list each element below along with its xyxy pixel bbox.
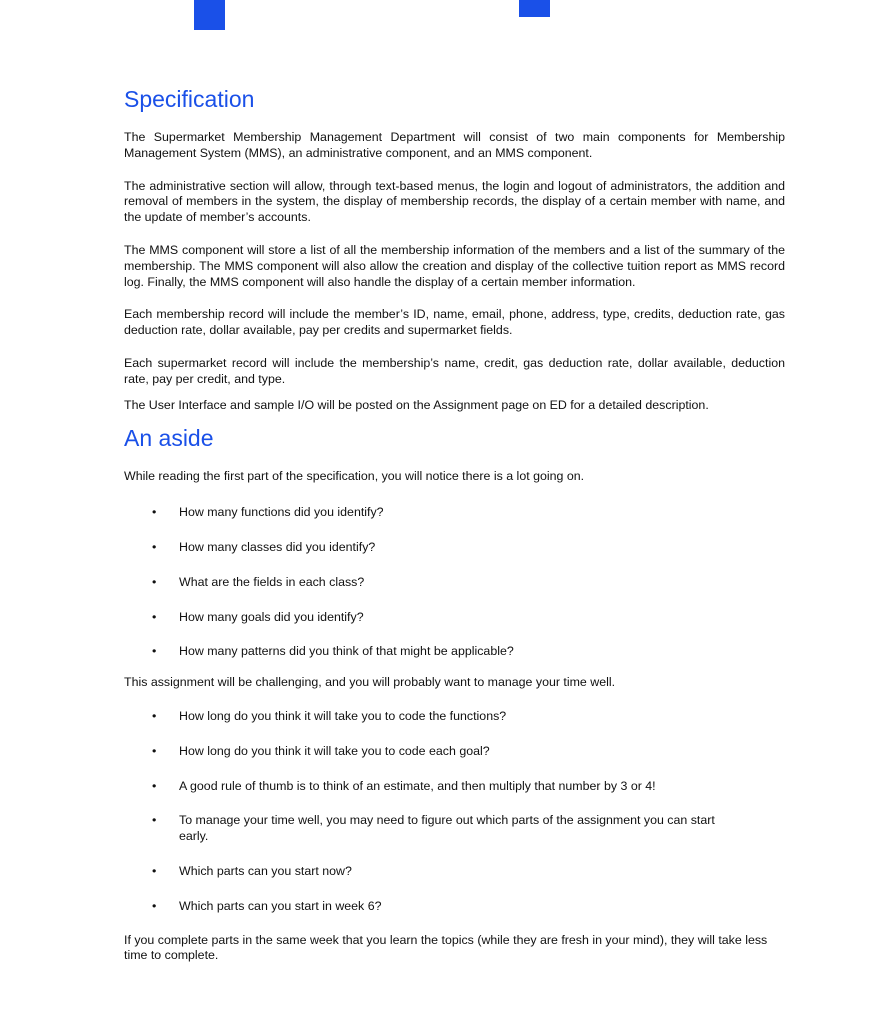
bullet-icon: • [152, 574, 157, 589]
list-item: • How long do you think it will take you to code each goal? [152, 743, 490, 758]
header-accent-block-right [519, 0, 550, 17]
bullet-icon: • [152, 609, 157, 624]
spec-paragraph-1: The Supermarket Membership Management Department will consist of two main components for Membership Management System (MMS), an administrative component, and an MMS component. [124, 130, 785, 160]
list-item: • How many functions did you identify? [152, 505, 384, 520]
aside-middle-paragraph: This assignment will be challenging, and you will probably want to manage your time well. [124, 675, 616, 690]
list-item: • How long do you think it will take you to code the functions? [152, 708, 507, 723]
bullet-icon: • [152, 813, 157, 828]
aside-intro: While reading the first part of the specification, you will notice there is a lot going on. [124, 469, 585, 484]
spec-paragraph-3: The MMS component will store a list of all the membership information of the members and a list of the summary of the membership. The MMS component will also allow the creation and display of the collective tuition report as MMS record log. Finally, the MMS component will also handle the display of a certain member information. [124, 242, 785, 289]
spec-paragraph-5: Each supermarket record will include the membership’s name, credit, gas deduction rate, dollar available, deduction rate, pay per credit, and type. [124, 355, 785, 386]
spec-paragraph-4: Each membership record will include the member’s ID, name, email, phone, address, type, credits, deduction rate, gas deduction rate, dollar available, pay per credits and supermarket fields. [124, 307, 785, 338]
list-item: • To manage your time well, you may need to figure out which parts of the assignment you can start early. [152, 813, 715, 844]
aside-question-list [124, 505, 785, 660]
list-item: • A good rule of thumb is to think of an estimate, and then multiply that number by 3 or 4! [152, 778, 656, 793]
spec-paragraph-2: The administrative section will allow, through text-based menus, the login and logout of administrators, the addition and removal of members in the system, the display of membership records, the display of a certain member with name, and the update of member’s accounts. [124, 178, 785, 225]
bullet-icon: • [152, 778, 157, 793]
list-item: • What are the fields in each class? [152, 574, 365, 589]
list-item: • Which parts can you start now? [152, 863, 352, 878]
list-item: • How many patterns did you think of that might be applicable? [152, 644, 514, 659]
list-item: • How many goals did you identify? [152, 609, 364, 624]
bullet-icon: • [152, 644, 157, 659]
aside-closing-paragraph: If you complete parts in the same week that you learn the topics (while they are fresh in your mind), they will take less time to complete. [124, 932, 768, 963]
bullet-icon: • [152, 898, 157, 913]
document-page [124, 84, 785, 964]
header-accent-block-left [194, 0, 225, 30]
spec-paragraph-6: The User Interface and sample I/O will be posted on the Assignment page on ED for a detailed description. [124, 397, 709, 412]
list-item: • How many classes did you identify? [152, 539, 376, 554]
list-item: • Which parts can you start in week 6? [152, 898, 382, 913]
specification-heading: Specification [124, 86, 255, 112]
bullet-icon: • [152, 539, 157, 554]
bullet-icon: • [152, 743, 157, 758]
time-management-list [124, 709, 785, 915]
bullet-icon: • [152, 863, 157, 878]
bullet-icon: • [152, 708, 157, 723]
bullet-icon: • [152, 505, 157, 520]
aside-heading: An aside [124, 425, 214, 452]
